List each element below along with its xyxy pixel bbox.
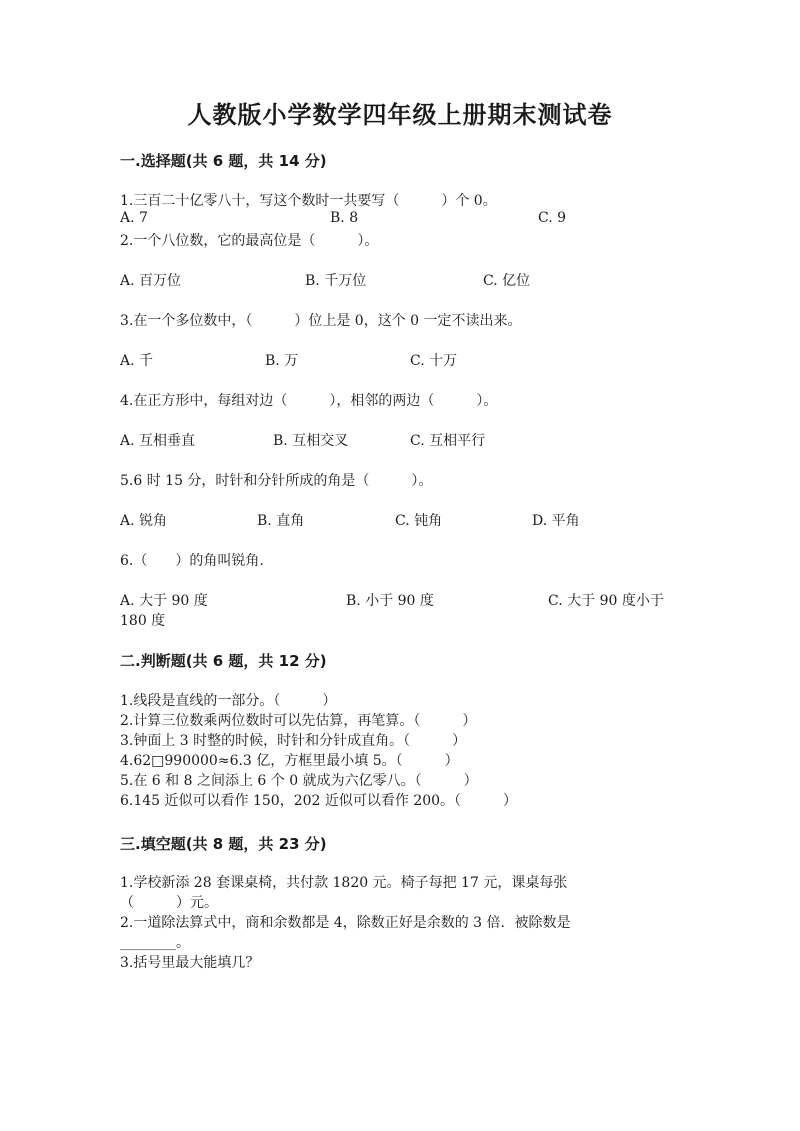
option-b: B. 小于 90 度 — [346, 593, 434, 609]
option-c: C. 9 — [538, 210, 567, 226]
question-text: 1.学校新添 28 套课桌椅，共付款 1820 元。椅子每把 17 元，课桌每张 — [120, 875, 568, 891]
option-a: A. 互相垂直 — [120, 433, 196, 449]
question-text: 5.6 时 15 分，时针和分针所成的角是（ ）。 — [120, 473, 433, 489]
question-text: 1.三百二十亿零八十，写这个数时一共要写（ ）个 0。 — [120, 193, 497, 209]
list-item: 2.计算三位数乘两位数时可以先估算，再笔算。（ ） — [120, 713, 477, 729]
question-text-continued: （ ）元。 — [120, 895, 218, 911]
section-heading-judgment: 二.判断题(共 6 题，共 12 分) — [120, 652, 327, 670]
option-b: B. 直角 — [257, 513, 305, 529]
option-a: A. 7 — [120, 210, 148, 226]
section-heading-fill: 三.填空题(共 8 题，共 23 分) — [120, 835, 327, 853]
option-a: A. 百万位 — [120, 273, 182, 289]
section-heading-choice: 一.选择题(共 6 题，共 14 分) — [120, 152, 327, 170]
question-text: 3.括号里最大能填几？ — [120, 955, 260, 971]
list-item: 4.62□990000≈6.3 亿，方框里最小填 5。（ ） — [120, 753, 459, 769]
option-c: C. 互相平行 — [410, 433, 486, 449]
option-b: B. 互相交叉 — [273, 433, 349, 449]
list-item: 1.线段是直线的一部分。（ ） — [120, 693, 337, 709]
option-a: A. 千 — [120, 353, 154, 369]
option-a: A. 锐角 — [120, 513, 168, 529]
option-c: C. 钝角 — [395, 513, 443, 529]
option-a: A. 大于 90 度 — [120, 593, 208, 609]
option-b: B. 千万位 — [305, 273, 367, 289]
page-title: 人教版小学数学四年级上册期末测试卷 — [187, 100, 613, 129]
option-c: C. 大于 90 度小于 — [548, 593, 664, 609]
option-c: C. 十万 — [410, 353, 458, 369]
question-text: 3.在一个多位数中，（ ）位上是 0，这个 0 一定不读出来。 — [120, 313, 522, 329]
option-b: B. 8 — [330, 210, 359, 226]
answer-blank: ________。 — [120, 935, 190, 951]
question-text: 2.一个八位数，它的最高位是（ ）。 — [120, 233, 379, 249]
question-text: 4.在正方形中，每组对边（ ），相邻的两边（ ）。 — [120, 393, 498, 409]
question-text: 6.（ ）的角叫锐角. — [120, 553, 264, 569]
option-d: D. 平角 — [532, 513, 580, 529]
list-item: 3.钟面上 3 时整的时候，时针和分针成直角。（ ） — [120, 733, 467, 749]
list-item: 5.在 6 和 8 之间添上 6 个 0 就成为六亿零八。（ ） — [120, 773, 478, 789]
option-c: C. 亿位 — [483, 273, 531, 289]
question-text: 2.一道除法算式中，商和余数都是 4，除数正好是余数的 3 倍．被除数是 — [120, 915, 571, 931]
list-item: 6.145 近似可以看作 150，202 近似可以看作 200。（ ） — [120, 793, 518, 809]
option-b: B. 万 — [265, 353, 299, 369]
option-c-continued: 180 度 — [120, 613, 166, 629]
